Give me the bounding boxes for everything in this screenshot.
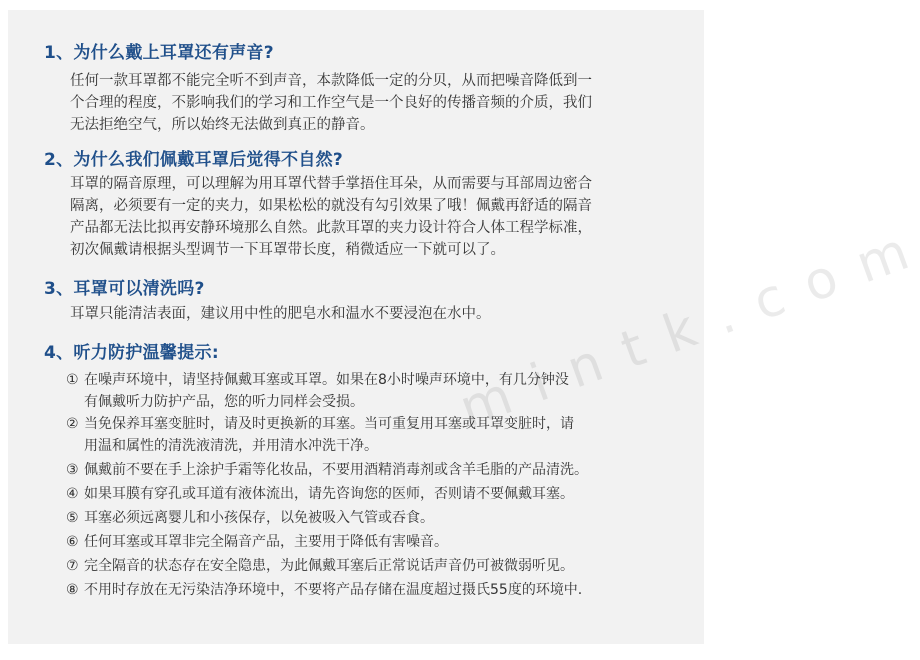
tip-item-8 (66, 580, 582, 600)
tip-number: ⑧ (66, 582, 79, 598)
tip-number: ④ (66, 486, 79, 502)
tip-text: 任何耳塞或耳罩非完全隔音产品，主要用于降低有害噪音。 (84, 534, 448, 550)
tip-number: ① (66, 372, 79, 388)
tip-item-2 (66, 414, 574, 434)
tip-text: 有佩戴听力防护产品，您的听力同样会受损。 (84, 394, 364, 410)
answer-line: 个合理的程度，不影响我们的学习和工作空气是一个良好的传播音频的介质，我们 (70, 95, 592, 111)
question-2-heading: 2、为什么我们佩戴耳罩后觉得不自然? (44, 150, 344, 170)
faq-panel (8, 10, 920, 644)
answer-line: 无法拒绝空气，所以始终无法做到真正的静音。 (70, 117, 375, 133)
tip-number: ⑥ (66, 534, 79, 550)
answer-line: 任何一款耳罩都不能完全听不到声音，本款降低一定的分贝，从而把噪音降低到一 (70, 73, 592, 89)
tip-item-1 (66, 370, 569, 390)
question-3-heading: 3、耳罩可以清洗吗? (44, 279, 205, 299)
answer-line: 初次佩戴请根据头型调节一下耳罩带长度，稍微适应一下就可以了。 (70, 242, 505, 258)
tips-heading: 4、听力防护温馨提示: (44, 343, 219, 363)
tip-item-6 (66, 532, 448, 552)
answer-line: 产品都无法比拟再安静环境那么自然。此款耳罩的夹力设计符合人体工程学标准， (70, 220, 592, 236)
tip-item-3 (66, 460, 588, 480)
tip-text: 佩戴前不要在手上涂护手霜等化妆品，不要用酒精消毒剂或含羊毛脂的产品清洗。 (84, 462, 588, 478)
tip-text: 当免保养耳塞变脏时，请及时更换新的耳塞。当可重复用耳塞或耳罩变脏时，请 (84, 416, 574, 432)
answer-line: 耳罩只能清洁表面，建议用中性的肥皂水和温水不要浸泡在水中。 (70, 306, 491, 322)
tip-item-7 (66, 556, 574, 576)
tip-item-1-continued (84, 392, 364, 412)
answer-line: 耳罩的隔音原理，可以理解为用耳罩代替手掌捂住耳朵，从而需要与耳部周边密合 (70, 176, 592, 192)
tip-text: 用温和属性的清洗液清洗，并用清水冲洗干净。 (84, 438, 378, 454)
tip-item-4 (66, 484, 574, 504)
answer-line: 隔离，必须要有一定的夹力，如果松松的就没有勾引效果了哦！佩戴再舒适的隔音 (70, 198, 592, 214)
tip-text: 不用时存放在无污染洁净环境中，不要将产品存储在温度超过摄氏55度的环境中. (84, 582, 583, 598)
tip-text: 完全隔音的状态存在安全隐患，为此佩戴耳塞后正常说话声音仍可被微弱听见。 (84, 558, 574, 574)
tip-number: ⑦ (66, 558, 79, 574)
tip-text: 如果耳膜有穿孔或耳道有液体流出，请先咨询您的医师，否则请不要佩戴耳塞。 (84, 486, 574, 502)
tip-item-5 (66, 508, 434, 528)
tip-number: ⑤ (66, 510, 79, 526)
tip-number: ③ (66, 462, 79, 478)
watermark: m i n t k . c o m (452, 220, 920, 440)
tip-text: 在噪声环境中，请坚持佩戴耳塞或耳罩。如果在8小时噪声环境中，有几分钟没 (84, 372, 569, 388)
tip-text: 耳塞必须远离婴儿和小孩保存，以免被吸入气管或吞食。 (84, 510, 434, 526)
tip-item-2-continued (84, 436, 378, 456)
tip-number: ② (66, 416, 79, 432)
question-1-heading: 1、为什么戴上耳罩还有声音? (44, 43, 274, 63)
